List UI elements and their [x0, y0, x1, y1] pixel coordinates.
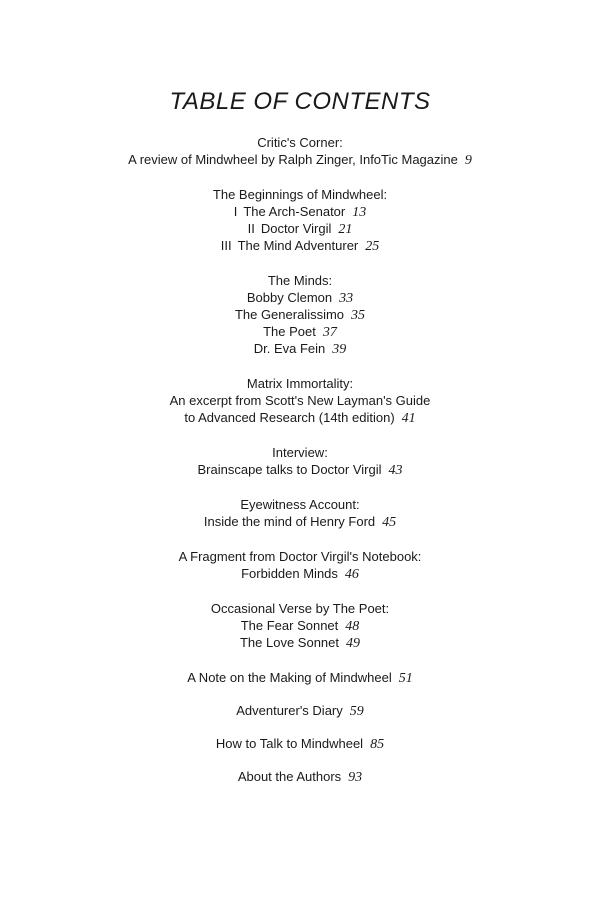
page-number: 45 — [382, 515, 397, 530]
page-number: 59 — [349, 704, 364, 719]
entry-text: Interview: — [272, 445, 328, 460]
entry-text: The Beginnings of Mindwheel: — [212, 187, 388, 202]
entry-text: Adventurer's Diary — [236, 703, 343, 718]
toc-section — [0, 444, 600, 478]
page-number: 39 — [332, 342, 347, 357]
toc-heading — [0, 548, 600, 565]
page-number: 37 — [322, 325, 337, 340]
page-number: 46 — [344, 567, 359, 582]
entry-text: Matrix Immortality: — [246, 376, 354, 391]
page-number: 51 — [398, 671, 413, 686]
toc-entry — [0, 306, 600, 323]
toc-entry — [0, 237, 600, 254]
section-gap — [0, 168, 600, 186]
toc-entry — [0, 513, 600, 530]
toc-heading — [0, 272, 600, 289]
section-gap — [0, 686, 600, 702]
toc-section — [0, 600, 600, 651]
section-gap — [0, 357, 600, 375]
table-of-contents — [0, 134, 600, 785]
section-gap — [0, 582, 600, 600]
entry-text: Eyewitness Account: — [240, 497, 360, 512]
page-number: 35 — [351, 308, 366, 323]
section-gap — [0, 651, 600, 669]
entry-text: The Poet — [263, 324, 316, 339]
page-number: 41 — [401, 411, 416, 426]
toc-entry — [0, 768, 600, 785]
toc-entry — [0, 323, 600, 340]
entry-text: The Fear Sonnet — [240, 618, 339, 633]
section-gap — [0, 254, 600, 272]
toc-heading — [0, 375, 600, 392]
toc-heading — [0, 600, 600, 617]
section-gap — [0, 478, 600, 496]
toc-section — [0, 375, 600, 426]
toc-entry — [0, 203, 600, 220]
entry-text: About the Authors — [237, 769, 342, 784]
toc-section — [0, 702, 600, 719]
toc-entry — [0, 669, 600, 686]
entry-text: Brainscape talks to Doctor Virgil — [197, 462, 382, 477]
toc-section — [0, 134, 600, 168]
toc-section — [0, 272, 600, 357]
roman-numeral: III — [220, 238, 232, 253]
entry-text: A Note on the Making of Mindwheel — [187, 670, 392, 685]
entry-text: A Fragment from Doctor Virgil's Notebook: — [178, 549, 422, 564]
toc-heading — [0, 496, 600, 513]
entry-text: Inside the mind of Henry Ford — [203, 514, 376, 529]
entry-text: Bobby Clemon — [246, 290, 333, 305]
page-number: 49 — [346, 636, 361, 651]
toc-entry — [0, 151, 600, 168]
section-gap — [0, 752, 600, 768]
page-number: 25 — [365, 239, 380, 254]
entry-text: The Minds: — [267, 273, 333, 288]
page-number: 48 — [345, 619, 360, 634]
entry-text: to Advanced Research (14th edition) — [184, 410, 395, 425]
section-gap — [0, 530, 600, 548]
entry-text: Forbidden Minds — [241, 566, 338, 581]
entry-text: Doctor Virgil — [260, 221, 332, 236]
toc-section — [0, 735, 600, 752]
section-gap — [0, 426, 600, 444]
entry-text: How to Talk to Mindwheel — [215, 736, 364, 751]
page-title: TABLE OF CONTENTS — [169, 88, 431, 115]
toc-section — [0, 768, 600, 785]
toc-entry — [0, 220, 600, 237]
entry-text: The Mind Adventurer — [237, 238, 359, 253]
page-number: 9 — [464, 153, 472, 168]
page-number: 21 — [338, 222, 353, 237]
toc-entry — [0, 634, 600, 651]
entry-text: An excerpt from Scott's New Layman's Guide — [169, 393, 431, 408]
toc-heading — [0, 134, 600, 151]
roman-numeral: I — [233, 204, 238, 219]
page-number: 13 — [352, 205, 367, 220]
entry-text: The Arch-Senator — [243, 204, 346, 219]
entry-text: Critic's Corner: — [257, 135, 343, 150]
page-number: 93 — [348, 770, 363, 785]
entry-text: The Generalissimo — [234, 307, 345, 322]
toc-entry — [0, 340, 600, 357]
page-number: 85 — [370, 737, 385, 752]
toc-entry — [0, 617, 600, 634]
page-number: 43 — [388, 463, 403, 478]
toc-heading — [0, 444, 600, 461]
toc-section — [0, 669, 600, 686]
roman-numeral: II — [247, 221, 255, 236]
toc-heading — [0, 392, 600, 409]
entry-text: Occasional Verse by The Poet: — [210, 601, 390, 616]
entry-text: The Love Sonnet — [239, 635, 340, 650]
toc-section — [0, 186, 600, 254]
section-gap — [0, 719, 600, 735]
toc-heading — [0, 186, 600, 203]
toc-section — [0, 496, 600, 530]
toc-section — [0, 548, 600, 582]
page-number: 33 — [339, 291, 354, 306]
toc-entry — [0, 289, 600, 306]
toc-entry — [0, 565, 600, 582]
toc-entry — [0, 461, 600, 478]
entry-text: Dr. Eva Fein — [253, 341, 326, 356]
toc-entry — [0, 702, 600, 719]
toc-entry — [0, 409, 600, 426]
toc-entry — [0, 735, 600, 752]
entry-text: A review of Mindwheel by Ralph Zinger, InfoTic Magazine — [128, 152, 458, 167]
